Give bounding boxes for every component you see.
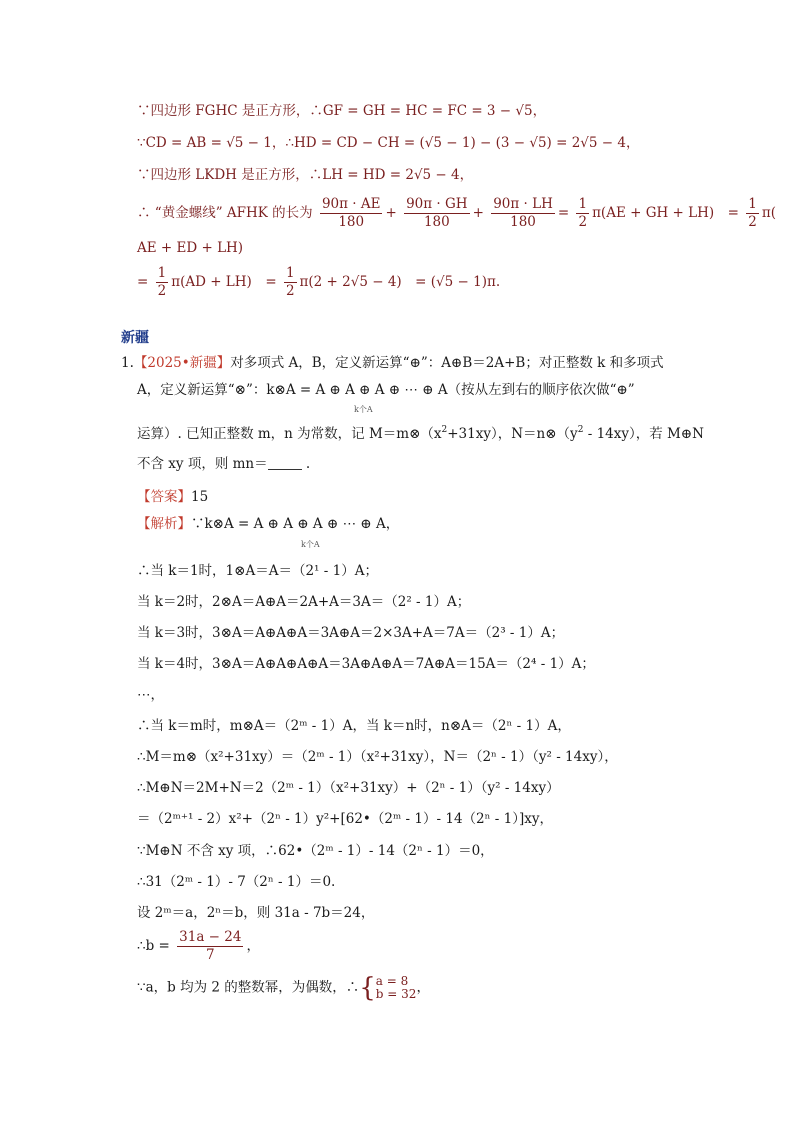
derivation-line-4: ∴ “黄金螺线” AFHK 的长为 $\frac{90\pi \cdot AE}{180}$ + $\frac{90\pi \cdot GH}{180}$ + $\frac{90\pi \cdot LH}{180}$ = $\frac{1}{2}$ π(AE + GH + LH) = $\frac{1}{2}$ π( (137, 196, 776, 230)
solution-line-4: 当 k＝4时，3⊗A＝A⊕A⊕A⊕A＝3A⊕A⊕A＝7A⊕A＝15A＝（2⁴ - 1）A； (137, 656, 595, 672)
answer-line: 【答案】15 (137, 489, 209, 505)
section-heading: 新疆 (121, 330, 149, 346)
derivation-line-5: AE + ED + LH) (137, 240, 244, 256)
solution-line-1: ∴当 k＝1时，1⊗A＝A＝（2¹ - 1）A； (137, 563, 378, 579)
derivation-line-6: = $\frac{1}{2}$ π(AD + LH) = $\frac{1}{2}$ π(2 + 2√5 − 4) = (√5 − 1)π. (137, 265, 501, 299)
k-copies-label-solution: k个A (301, 540, 320, 549)
solution-line-2: 当 k＝2时，2⊗A＝A⊕A＝2A+A＝3A＝（2² - 1）A； (137, 594, 471, 610)
solution-line-13: ∴b = $\frac{31a - 24}{7}$ ， (137, 929, 260, 963)
system-values: a = 8 b = 32 (375, 974, 417, 1001)
solution-line-12: 设 2ᵐ＝a，2ⁿ＝b，则 31a - 7b＝24， (137, 905, 375, 921)
fraction-half-4: $\frac{1}{2}$ (285, 265, 295, 299)
answer-blank (268, 456, 302, 470)
fraction-gh: $\frac{90\pi \cdot GH}{180}$ (406, 196, 468, 230)
solution-line-3: 当 k＝3时，3⊗A＝A⊕A⊕A＝3A⊕A＝2×3A+A＝7A＝（2³ - 1）A； (137, 625, 565, 641)
solution-line-0: 【解析】∵k⊗A = A ⊕ A ⊕ A ⊕ ⋯ ⊕ A， (137, 516, 400, 532)
derivation-line-1: ∵四边形 FGHC 是正方形，∴GF = GH = HC = FC = 3 − √5， (137, 103, 547, 119)
fraction-b: $\frac{31a - 24}{7}$ (179, 929, 242, 963)
fraction-half-2: $\frac{1}{2}$ (748, 196, 757, 230)
solution-line-8: ∴M⊕N＝2M+N＝2（2ᵐ - 1）（x²+31xy）+（2ⁿ - 1）（y² - 14xy） (137, 780, 560, 796)
problem-line-2: A，定义新运算“⊗”：k⊗A = A ⊕ A ⊕ A ⊕ ⋯ ⊕ A（按从左到右的顺序依次做“⊕” (137, 382, 635, 398)
solution-line-9: ＝（2ᵐ⁺¹ - 2）x²+（2ⁿ - 1）y²+[62•（2ᵐ - 1）- 14（2ⁿ - 1）]xy， (137, 811, 553, 827)
solution-line-10: ∵M⊕N 不含 xy 项，∴62•（2ᵐ - 1）- 14（2ⁿ - 1）＝0， (137, 843, 494, 859)
problem-line-3: 运算）. 已知正整数 m，n 为常数，记 $M=m\otimes(x^2+31xy)$，$N=n\otimes(y^2 - 14xy)$，若 M⊕N (137, 425, 704, 442)
derivation-line-2: ∵CD = AB = √5 − 1，∴HD = CD − CH = (√5 − 1) − (3 − √5) = 2√5 − 4， (137, 135, 640, 151)
problem-line-1: 1.【2025•新疆】对多项式 A，B，定义新运算“⊕”：A⊕B＝2A+B；对正整数 k 和多项式 (121, 355, 664, 371)
fraction-half-3: $\frac{1}{2}$ (157, 265, 167, 299)
system-brace: { (359, 973, 376, 1003)
fraction-ae: $\frac{90\pi \cdot AE}{180}$ (321, 196, 381, 230)
solution-line-5: ⋯， (137, 687, 164, 703)
derivation-line-3: ∵四边形 LKDH 是正方形，∴LH = HD = 2√5 − 4， (137, 167, 474, 183)
fraction-lh: $\frac{90\pi \cdot LH}{180}$ (493, 196, 553, 230)
solution-line-6: ∴当 k＝m时，m⊗A＝（2ᵐ - 1）A，当 k＝n时，n⊗A＝（2ⁿ - 1）A， (137, 718, 571, 734)
solution-line-14: ∵a，b 均为 2 的整数幂，为偶数，∴{ a = 8 b = 32 ， (137, 973, 430, 1003)
fraction-half: $\frac{1}{2}$ (578, 196, 588, 230)
problem-line-4: 不含 xy 项，则 mn＝ . (137, 456, 311, 472)
k-copies-label: k个A (354, 405, 373, 414)
solution-line-7: ∴M＝m⊗（x²+31xy）＝（2ᵐ - 1）（x²+31xy），N＝（2ⁿ - 1）（y² - 14xy）， (137, 749, 618, 765)
solution-line-11: ∴31（2ᵐ - 1）- 7（2ⁿ - 1）＝0. (137, 874, 336, 890)
